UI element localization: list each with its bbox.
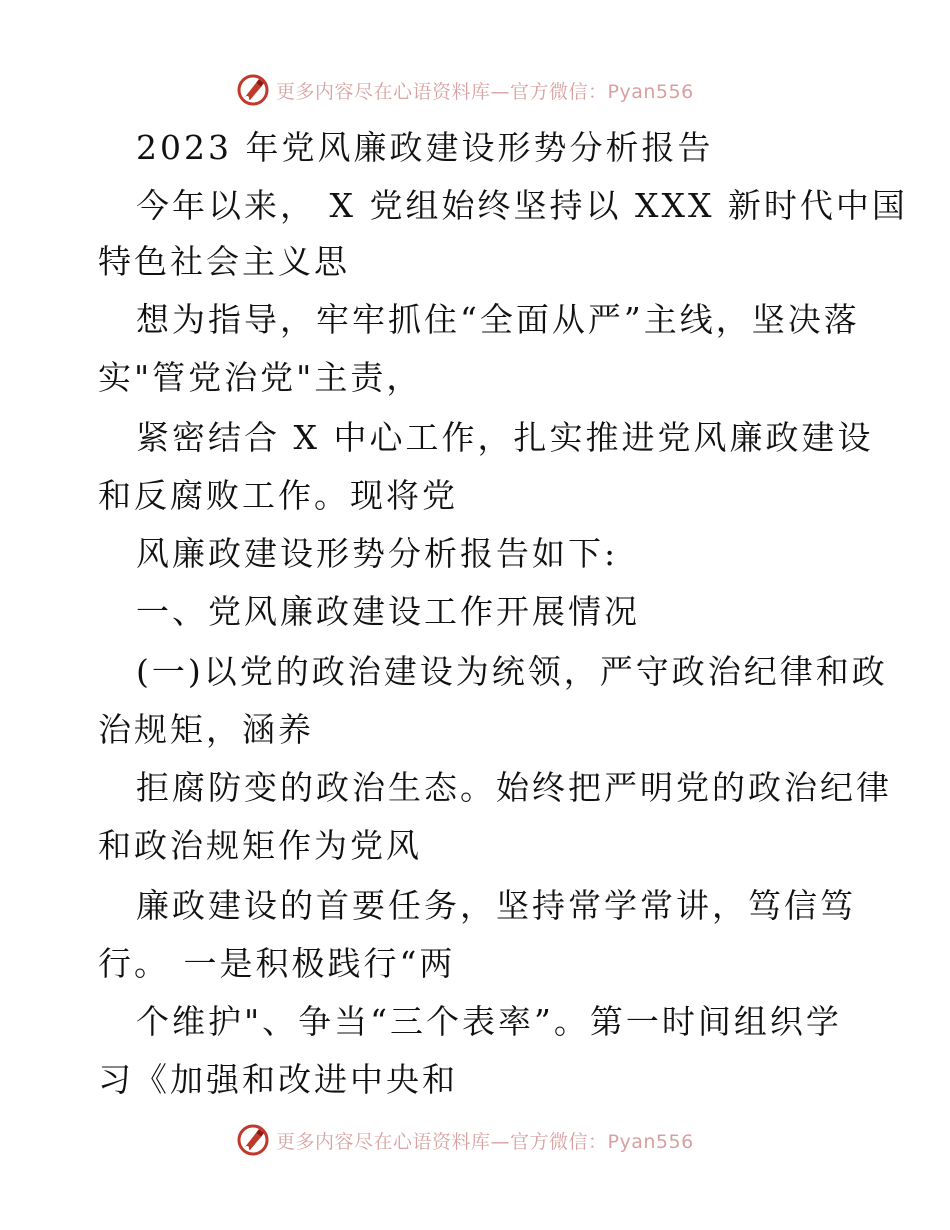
paragraph-line: 行。 一是积极践行“两: [98, 944, 456, 983]
paragraph-line: 和政治规矩作为党风: [98, 826, 422, 865]
paragraph-line: 个维护"、争当“三个表率”。第一时间组织学: [136, 1002, 842, 1041]
paragraph-line: 想为指导，牢牢抓住“全面从严”主线，坚决落: [136, 300, 860, 339]
watermark-text: 更多内容尽在心语资料库—官方微信：Pyan556: [276, 1130, 694, 1153]
footer-watermark: [236, 1122, 694, 1158]
paragraph-line: 廉政建设的首要任务，坚持常学常讲，笃信笃: [136, 886, 856, 925]
paragraph-line: 特色社会主义思: [98, 242, 350, 281]
pen-seal-icon: [236, 73, 270, 107]
watermark-text: 更多内容尽在心语资料库—官方微信：Pyan556: [276, 80, 694, 103]
paragraph-line: 和反腐败工作。现将党: [98, 476, 458, 515]
paragraph-line: 拒腐防变的政治生态。始终把严明党的政治纪律: [136, 768, 892, 807]
paragraph-line: 紧密结合 X 中心工作，扎实推进党风廉政建设: [136, 418, 874, 457]
document-title: 2023 年党风廉政建设形势分析报告: [136, 128, 714, 167]
header-watermark: [236, 72, 694, 108]
paragraph-line: 实"管党治党"主责，: [98, 358, 423, 397]
paragraph-line: 今年以来， X 党组始终坚持以 XXX 新时代中国: [136, 186, 908, 225]
paragraph-line: 治规矩，涵养: [98, 710, 314, 749]
paragraph-line: 习《加强和改进中央和: [98, 1060, 458, 1099]
pen-seal-icon: [236, 1123, 270, 1157]
section-heading: 一、党风廉政建设工作开展情况: [136, 592, 640, 631]
paragraph-line: 风廉政建设形势分析报告如下:: [136, 534, 619, 573]
paragraph-line: (一)以党的政治建设为统领，严守政治纪律和政: [136, 652, 888, 691]
